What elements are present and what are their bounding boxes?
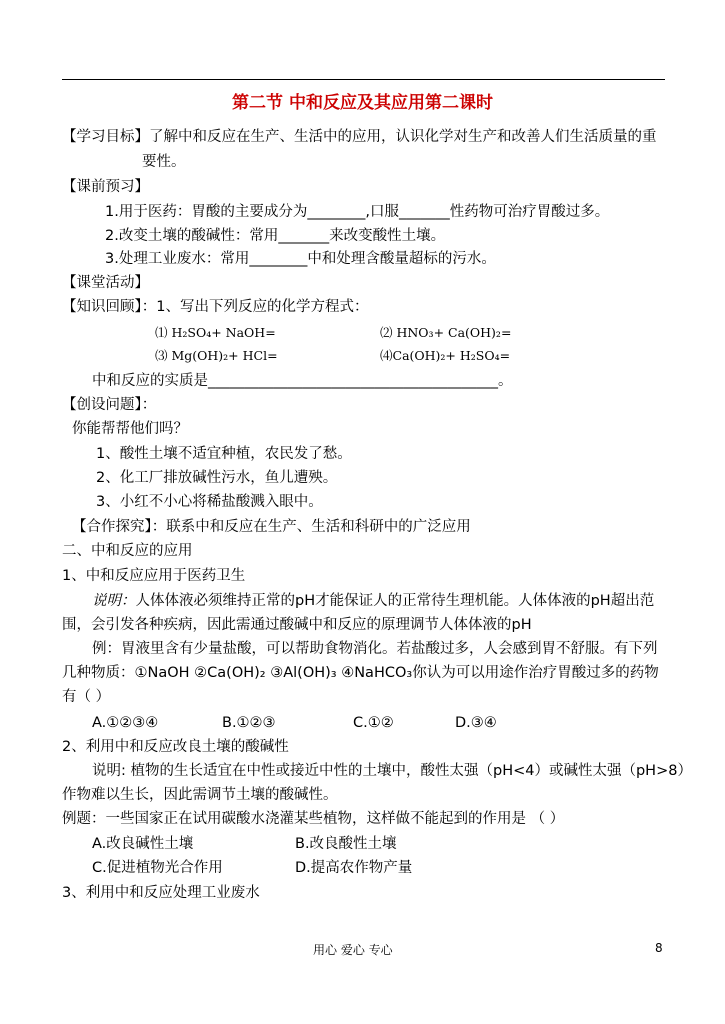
objective-line-1: 【学习目标】了解中和反应在生产、生活中的应用，认识化学对生产和改善人们生活质量的重 (62, 129, 657, 145)
note-line-1 (92, 592, 654, 610)
note-label: 说明： (92, 593, 136, 609)
equation-4: ⑷Ca(OH)₂+ H₂SO₄= (380, 348, 511, 363)
reaction-essence: 中和反应的实质是________________________________________。 (92, 373, 513, 389)
header-rule (62, 79, 665, 80)
problem-question: 你能帮帮他们吗？ (72, 421, 188, 437)
preview-item-1: 1.用于医药：胃酸的主要成分为________,口服_______性药物可治疗胃酸过多。 (105, 204, 610, 220)
subsection-3: 3、利用中和反应处理工业废水 (62, 885, 260, 901)
soil-note-line-1: 说明: 植物的生长适宜在中性或接近中性的土壤中，酸性太强（pH<4）或碱性太强（pH>8） (92, 763, 692, 779)
subsection-1: 1、中和反应应用于医药卫生 (62, 568, 246, 584)
soil-option-b: B.改良酸性土壤 (295, 836, 397, 852)
option-d: D.③④ (455, 715, 497, 731)
equation-3: ⑶ Mg(OH)₂+ HCl= (155, 348, 278, 363)
page-title: 第二节 中和反应及其应用第二课时 (232, 93, 493, 113)
problem-heading: 【创设问题】： (62, 397, 157, 413)
soil-note-line-2: 作物难以生长，因此需调节土壤的酸碱性。 (62, 787, 338, 803)
objective-line-2: 要性。 (142, 154, 186, 170)
soil-option-d: D.提高农作物产量 (295, 860, 413, 876)
example-line-3: 有（ ） (62, 689, 111, 705)
equation-1: ⑴ H₂SO₄+ NaOH= (155, 325, 276, 340)
soil-option-c: C.促进植物光合作用 (92, 860, 223, 876)
subsection-2: 2、利用中和反应改良土壤的酸碱性 (62, 739, 289, 755)
option-a: A.①②③④ (92, 715, 159, 731)
problem-item-3: 3、小红不小心将稀盐酸溅入眼中。 (96, 494, 323, 510)
example-line-2: 几种物质：①NaOH ②Ca(OH)₂ ③Al(OH)₃ ④NaHCO₃你认为可以用途作治疗胃酸过多的药物 (62, 665, 659, 681)
option-c: C.①② (353, 715, 394, 731)
preview-item-2: 2.改变土壤的酸碱性：常用_______来改变酸性土壤。 (105, 228, 446, 244)
option-b: B.①②③ (222, 715, 276, 731)
soil-option-a: A.改良碱性土壤 (92, 836, 194, 852)
soil-example: 例题：一些国家正在试用碳酸水浇灌某些植物，这样做不能起到的作用是 （ ） (62, 811, 565, 827)
page-number: 8 (655, 941, 663, 955)
note-text: 人体体液必须维持正常的pH才能保证人的正常待生理机能。人体体液的pH超出范 (135, 593, 655, 609)
footer-motto: 用心 爱心 专心 (313, 943, 393, 957)
problem-item-2: 2、化工厂排放碱性污水，鱼儿遭殃。 (96, 470, 338, 486)
note-line-2: 围，会引发各种疾病，因此需通过酸碱中和反应的原理调节人体体液的pH (62, 617, 532, 633)
preview-item-3: 3.处理工业废水：常用________中和处理含酸量超标的污水。 (105, 251, 496, 267)
coop-heading: 【合作探究】：联系中和反应在生产、生活和科研中的广泛应用 (72, 519, 471, 535)
problem-item-1: 1、酸性土壤不适宜种植，农民发了愁。 (96, 446, 352, 462)
preview-heading: 【课前预习】 (62, 179, 149, 195)
equation-2: ⑵ HNO₃+ Ca(OH)₂= (380, 325, 512, 340)
example-line-1: 例：胃液里含有少量盐酸，可以帮助食物消化。若盐酸过多，人会感到胃不舒服。有下列 (92, 641, 658, 657)
section-heading: 二、中和反应的应用 (62, 543, 193, 559)
review-heading: 【知识回顾】：1、写出下列反应的化学方程式： (62, 299, 369, 315)
activity-heading: 【课堂活动】 (62, 275, 149, 291)
